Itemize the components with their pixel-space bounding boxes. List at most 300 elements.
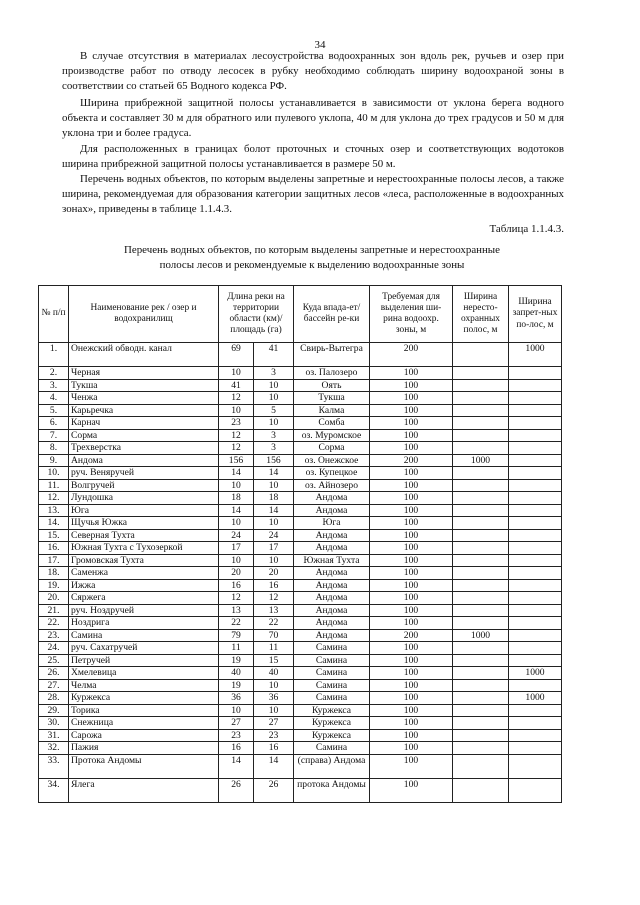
spawning-width	[453, 692, 509, 705]
required-width: 100	[370, 679, 453, 692]
forbidden-width	[509, 479, 562, 492]
row-number: 13.	[39, 504, 69, 517]
spawning-width	[453, 367, 509, 380]
spawning-width	[453, 729, 509, 742]
spawning-width	[453, 504, 509, 517]
water-body-name: Протока Андомы	[69, 754, 219, 778]
required-width: 100	[370, 704, 453, 717]
row-number: 28.	[39, 692, 69, 705]
water-body-name: Тукша	[69, 379, 219, 392]
spawning-width	[453, 654, 509, 667]
forbidden-width	[509, 554, 562, 567]
forbidden-width	[509, 679, 562, 692]
table-row	[39, 554, 562, 567]
length-value: 12	[219, 429, 254, 442]
spawning-width	[453, 343, 509, 367]
spawning-width	[453, 754, 509, 778]
required-width: 100	[370, 604, 453, 617]
spawning-width	[453, 604, 509, 617]
length-value: 16	[219, 742, 254, 755]
required-width: 100	[370, 567, 453, 580]
forbidden-width	[509, 579, 562, 592]
water-body-name: Трехверстка	[69, 442, 219, 455]
header-destination: Куда впада-ет/бассейн ре-ки	[294, 286, 370, 343]
row-number: 1.	[39, 343, 69, 367]
row-number: 5.	[39, 404, 69, 417]
page-number: 34	[314, 39, 326, 51]
required-width: 100	[370, 717, 453, 730]
table-row	[39, 704, 562, 717]
destination: оз. Палозеро	[294, 367, 370, 380]
destination: Андома	[294, 542, 370, 555]
table-row	[39, 392, 562, 405]
required-width: 100	[370, 479, 453, 492]
area-value: 10	[254, 517, 294, 530]
destination: Андома	[294, 492, 370, 505]
required-width: 100	[370, 492, 453, 505]
destination: Южная Тухта	[294, 554, 370, 567]
forbidden-width	[509, 617, 562, 630]
row-number: 9.	[39, 454, 69, 467]
table-row	[39, 367, 562, 380]
row-number: 21.	[39, 604, 69, 617]
water-body-name: Северная Тухта	[69, 529, 219, 542]
water-body-name: Сяржега	[69, 592, 219, 605]
water-body-name: Онежский обводн. канал	[69, 343, 219, 367]
destination: Самина	[294, 642, 370, 655]
area-value: 10	[254, 704, 294, 717]
length-value: 18	[219, 492, 254, 505]
length-value: 36	[219, 692, 254, 705]
table-row	[39, 754, 562, 778]
length-value: 14	[219, 504, 254, 517]
forbidden-width	[509, 392, 562, 405]
row-number: 18.	[39, 567, 69, 580]
length-value: 10	[219, 704, 254, 717]
length-value: 23	[219, 729, 254, 742]
length-value: 13	[219, 604, 254, 617]
row-number: 11.	[39, 479, 69, 492]
required-width: 200	[370, 343, 453, 367]
water-body-name: Сорма	[69, 429, 219, 442]
destination: Самина	[294, 692, 370, 705]
destination: Тукша	[294, 392, 370, 405]
paragraph-1: В случае отсутствия в материалах лесоустройства водоохранных зон вдоль рек, ручьев и озер при производстве работ по отводу лесосек в рубку необходимо соблюдать ширину водоохраной зоны в соответствии со статьей 65 Водного кодекса РФ.	[62, 50, 564, 93]
water-body-name: Петручей	[69, 654, 219, 667]
length-value: 40	[219, 667, 254, 680]
forbidden-width	[509, 604, 562, 617]
spawning-width	[453, 529, 509, 542]
table-row	[39, 529, 562, 542]
header-number: № п/п	[39, 286, 69, 343]
area-value: 24	[254, 529, 294, 542]
forbidden-width	[509, 404, 562, 417]
row-number: 20.	[39, 592, 69, 605]
water-body-name: Саменжа	[69, 567, 219, 580]
area-value: 20	[254, 567, 294, 580]
spawning-width	[453, 567, 509, 580]
row-number: 10.	[39, 467, 69, 480]
forbidden-width	[509, 379, 562, 392]
water-body-name: Ченжа	[69, 392, 219, 405]
water-body-name: Громовская Тухта	[69, 554, 219, 567]
area-value: 41	[254, 343, 294, 367]
water-body-name: Лундошка	[69, 492, 219, 505]
table-row	[39, 379, 562, 392]
forbidden-width	[509, 754, 562, 778]
spawning-width: 1000	[453, 454, 509, 467]
destination: Самина	[294, 742, 370, 755]
area-value: 3	[254, 442, 294, 455]
length-value: 10	[219, 404, 254, 417]
water-body-name: Карнач	[69, 417, 219, 430]
water-body-name: Снежница	[69, 717, 219, 730]
spawning-width	[453, 592, 509, 605]
destination: Андома	[294, 529, 370, 542]
destination: Куржекса	[294, 717, 370, 730]
length-value: 10	[219, 554, 254, 567]
area-value: 10	[254, 417, 294, 430]
spawning-width	[453, 742, 509, 755]
water-body-name: Ялега	[69, 778, 219, 802]
row-number: 30.	[39, 717, 69, 730]
forbidden-width	[509, 778, 562, 802]
table-row	[39, 467, 562, 480]
required-width: 100	[370, 517, 453, 530]
water-body-name: Щучья Южка	[69, 517, 219, 530]
table-row	[39, 517, 562, 530]
destination: Андома	[294, 504, 370, 517]
forbidden-width	[509, 529, 562, 542]
row-number: 4.	[39, 392, 69, 405]
area-value: 10	[254, 379, 294, 392]
row-number: 8.	[39, 442, 69, 455]
spawning-width	[453, 667, 509, 680]
required-width: 200	[370, 454, 453, 467]
area-value: 27	[254, 717, 294, 730]
destination: оз. Муромское	[294, 429, 370, 442]
required-width: 100	[370, 442, 453, 455]
row-number: 24.	[39, 642, 69, 655]
forbidden-width	[509, 467, 562, 480]
required-width: 100	[370, 542, 453, 555]
row-number: 33.	[39, 754, 69, 778]
table-row	[39, 729, 562, 742]
paragraph-4: Перечень водных объектов, по которым выделены запретные и нерестоохранные полосы лесов, а также ширина, рекомендуемая для образования категории защитных лесов «леса, расположенные в водоохранных зонах», приведены в таблице 1.1.4.3.	[62, 173, 564, 216]
required-width: 100	[370, 754, 453, 778]
forbidden-width	[509, 542, 562, 555]
table-header-row	[39, 286, 562, 343]
row-number: 29.	[39, 704, 69, 717]
required-width: 100	[370, 742, 453, 755]
water-body-name: Ижжа	[69, 579, 219, 592]
required-width: 100	[370, 554, 453, 567]
area-value: 16	[254, 579, 294, 592]
table-title	[62, 243, 562, 273]
row-number: 12.	[39, 492, 69, 505]
spawning-width	[453, 679, 509, 692]
required-width: 100	[370, 404, 453, 417]
water-body-name: Торика	[69, 704, 219, 717]
spawning-width	[453, 417, 509, 430]
area-value: 11	[254, 642, 294, 655]
water-body-name: Ноздрига	[69, 617, 219, 630]
forbidden-width	[509, 504, 562, 517]
length-value: 41	[219, 379, 254, 392]
row-number: 32.	[39, 742, 69, 755]
table-row	[39, 642, 562, 655]
area-value: 15	[254, 654, 294, 667]
forbidden-width	[509, 717, 562, 730]
table-row	[39, 667, 562, 680]
spawning-width	[453, 717, 509, 730]
area-value: 13	[254, 604, 294, 617]
destination: Самина	[294, 667, 370, 680]
table-row	[39, 542, 562, 555]
water-body-name: руч. Сахатручей	[69, 642, 219, 655]
area-value: 23	[254, 729, 294, 742]
table-row	[39, 679, 562, 692]
required-width: 100	[370, 504, 453, 517]
forbidden-width	[509, 367, 562, 380]
water-body-name: Пажия	[69, 742, 219, 755]
water-body-name: Юга	[69, 504, 219, 517]
table-title-line-2: полосы лесов и рекомендуемые к выделению водоохранные зоны	[159, 259, 465, 271]
length-value: 69	[219, 343, 254, 367]
area-value: 40	[254, 667, 294, 680]
area-value: 10	[254, 554, 294, 567]
length-value: 12	[219, 592, 254, 605]
destination: Самина	[294, 679, 370, 692]
table-row	[39, 592, 562, 605]
row-number: 22.	[39, 617, 69, 630]
area-value: 10	[254, 479, 294, 492]
required-width: 100	[370, 417, 453, 430]
row-number: 6.	[39, 417, 69, 430]
forbidden-width: 1000	[509, 343, 562, 367]
required-width: 100	[370, 617, 453, 630]
forbidden-width	[509, 567, 562, 580]
table-row	[39, 567, 562, 580]
destination: Андома	[294, 567, 370, 580]
area-value: 10	[254, 392, 294, 405]
table-body	[39, 343, 562, 803]
spawning-width	[453, 517, 509, 530]
table-row	[39, 492, 562, 505]
length-value: 10	[219, 479, 254, 492]
header-forbidden-width: Ширина запрет-ных по-лос, м	[509, 286, 562, 343]
required-width: 100	[370, 667, 453, 680]
destination: Андома	[294, 629, 370, 642]
table-row	[39, 629, 562, 642]
length-value: 24	[219, 529, 254, 542]
area-value: 22	[254, 617, 294, 630]
spawning-width	[453, 467, 509, 480]
forbidden-width	[509, 417, 562, 430]
water-body-name: Южная Тухта с Тухозеркой	[69, 542, 219, 555]
row-number: 34.	[39, 778, 69, 802]
area-value: 3	[254, 367, 294, 380]
spawning-width	[453, 579, 509, 592]
table-row	[39, 604, 562, 617]
row-number: 3.	[39, 379, 69, 392]
forbidden-width	[509, 517, 562, 530]
length-value: 11	[219, 642, 254, 655]
length-value: 26	[219, 778, 254, 802]
required-width: 200	[370, 629, 453, 642]
area-value: 70	[254, 629, 294, 642]
area-value: 16	[254, 742, 294, 755]
water-body-name: Черная	[69, 367, 219, 380]
required-width: 100	[370, 692, 453, 705]
row-number: 31.	[39, 729, 69, 742]
destination: (справа) Андома	[294, 754, 370, 778]
required-width: 100	[370, 467, 453, 480]
row-number: 7.	[39, 429, 69, 442]
length-value: 19	[219, 654, 254, 667]
table-reference: Таблица 1.1.4.3.	[489, 223, 564, 235]
spawning-width	[453, 404, 509, 417]
spawning-width	[453, 704, 509, 717]
required-width: 100	[370, 379, 453, 392]
required-width: 100	[370, 529, 453, 542]
destination: Куржекса	[294, 704, 370, 717]
water-body-name: Волгручей	[69, 479, 219, 492]
area-value: 14	[254, 754, 294, 778]
destination: Сорма	[294, 442, 370, 455]
header-required-width: Требуемая для выделения ши-рина водоохр. зоны, м	[370, 286, 453, 343]
paragraph-3: Для расположенных в границах болот проточных и сточных озер и соответствующих водотоков ширина прибрежной защитной полосы устанавливается в размере 50 м.	[62, 143, 564, 171]
forbidden-width	[509, 742, 562, 755]
spawning-width	[453, 379, 509, 392]
destination: Юга	[294, 517, 370, 530]
row-number: 2.	[39, 367, 69, 380]
table-title-line-1: Перечень водных объектов, по которым выделены запретные и нерестоохранные	[124, 244, 500, 256]
destination: Свирь-Вытегра	[294, 343, 370, 367]
table-row	[39, 343, 562, 367]
table-row	[39, 717, 562, 730]
length-value: 22	[219, 617, 254, 630]
spawning-width	[453, 617, 509, 630]
length-value: 79	[219, 629, 254, 642]
forbidden-width	[509, 729, 562, 742]
area-value: 5	[254, 404, 294, 417]
row-number: 15.	[39, 529, 69, 542]
length-value: 156	[219, 454, 254, 467]
destination: Самина	[294, 654, 370, 667]
destination: Андома	[294, 579, 370, 592]
table-row	[39, 504, 562, 517]
required-width: 100	[370, 429, 453, 442]
water-body-name: Самина	[69, 629, 219, 642]
destination: Андома	[294, 617, 370, 630]
table-row	[39, 778, 562, 802]
area-value: 14	[254, 467, 294, 480]
table-row	[39, 742, 562, 755]
forbidden-width: 1000	[509, 692, 562, 705]
spawning-width	[453, 778, 509, 802]
forbidden-width	[509, 429, 562, 442]
required-width: 100	[370, 778, 453, 802]
table-row	[39, 429, 562, 442]
length-value: 20	[219, 567, 254, 580]
row-number: 14.	[39, 517, 69, 530]
area-value: 12	[254, 592, 294, 605]
spawning-width: 1000	[453, 629, 509, 642]
paragraph-2: Ширина прибрежной защитной полосы устанавливается в зависимости от уклона берега водного объекта и составляет 30 м для обратного или пулевого уклопа, 40 м для уклона до трех градусов и 50 м для уклона три и более градуса.	[62, 97, 564, 140]
spawning-width	[453, 542, 509, 555]
area-value: 36	[254, 692, 294, 705]
header-spawning-width: Ширина нересто-охранных полос, м	[453, 286, 509, 343]
required-width: 100	[370, 579, 453, 592]
table-row	[39, 579, 562, 592]
header-length: Длина реки на территории области (км)/ площадь (га)	[219, 286, 294, 343]
spawning-width	[453, 642, 509, 655]
required-width: 100	[370, 367, 453, 380]
table-row	[39, 479, 562, 492]
destination: Оять	[294, 379, 370, 392]
area-value: 18	[254, 492, 294, 505]
length-value: 19	[219, 679, 254, 692]
area-value: 14	[254, 504, 294, 517]
destination: Калма	[294, 404, 370, 417]
water-body-name: руч. Веняручей	[69, 467, 219, 480]
water-bodies-table	[38, 285, 562, 803]
required-width: 100	[370, 729, 453, 742]
length-value: 10	[219, 367, 254, 380]
row-number: 16.	[39, 542, 69, 555]
table-row	[39, 454, 562, 467]
length-value: 23	[219, 417, 254, 430]
area-value: 3	[254, 429, 294, 442]
destination: Сомба	[294, 417, 370, 430]
row-number: 26.	[39, 667, 69, 680]
forbidden-width: 1000	[509, 667, 562, 680]
spawning-width	[453, 392, 509, 405]
area-value: 17	[254, 542, 294, 555]
spawning-width	[453, 442, 509, 455]
table-row	[39, 442, 562, 455]
length-value: 10	[219, 517, 254, 530]
table-row	[39, 617, 562, 630]
length-value: 27	[219, 717, 254, 730]
length-value: 16	[219, 579, 254, 592]
water-body-name: Хмелевица	[69, 667, 219, 680]
row-number: 25.	[39, 654, 69, 667]
forbidden-width	[509, 442, 562, 455]
spawning-width	[453, 554, 509, 567]
destination: Куржекса	[294, 729, 370, 742]
required-width: 100	[370, 654, 453, 667]
length-value: 14	[219, 467, 254, 480]
destination: оз. Онежское	[294, 454, 370, 467]
water-body-name: руч. Ноздручей	[69, 604, 219, 617]
table-row	[39, 654, 562, 667]
water-body-name: Куржекса	[69, 692, 219, 705]
destination: Андома	[294, 604, 370, 617]
spawning-width	[453, 429, 509, 442]
required-width: 100	[370, 642, 453, 655]
length-value: 12	[219, 442, 254, 455]
table-row	[39, 404, 562, 417]
forbidden-width	[509, 592, 562, 605]
spawning-width	[453, 492, 509, 505]
spawning-width	[453, 479, 509, 492]
destination: оз. Купецкое	[294, 467, 370, 480]
forbidden-width	[509, 654, 562, 667]
forbidden-width	[509, 704, 562, 717]
header-name: Наименование рек / озер и водохранилищ	[69, 286, 219, 343]
